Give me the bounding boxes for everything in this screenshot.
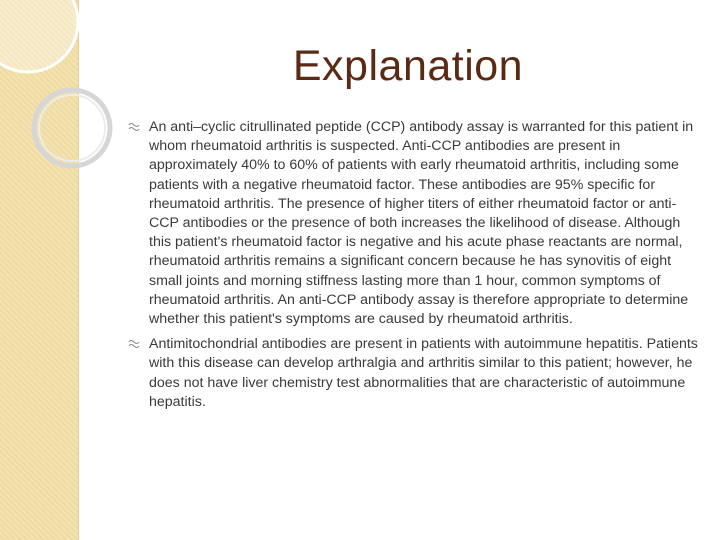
bullet-text: An anti–cyclic citrullinated peptide (CCP) antibody assay is warranted for this patient in whom rheumatoid arthritis is suspected. Anti-CCP antibodies are present in approximately 40% to 60% of patients with early rheumatoid arthritis, including some patients with a negative rheumatoid factor. These antibodies are 95% specific for rheumatoid arthritis. The presence of higher titers of either rheumatoid factor or anti-CCP antibodies or the presence of both increases the likelihood of disease. Although this patient's rheumatoid factor is negative and his acute phase reactants are normal, rheumatoid arthritis remains a significant concern because he has synovitis of eight small joints and morning stiffness lasting more than 1 hour, common symptoms of rheumatoid arthritis. An anti-CCP antibody assay is therefore appropriate to determine whether this patient's symptoms are caused by rheumatoid arthritis. (149, 119, 694, 328)
small-ring (34, 90, 110, 166)
decorative-rings (0, 0, 130, 200)
bullet-item (128, 335, 698, 412)
bullet-icon (128, 121, 140, 133)
bullet-list (128, 118, 698, 418)
small-ring-inner (39, 95, 105, 161)
bullet-item (128, 118, 698, 329)
bullet-text: Antimitochondrial antibodies are present in patients with autoimmune hepatitis. Patients with this disease can develop arthralgia and arthritis similar to this patient; however, he does not have liver chemistry test abnormalities that are characteristic of autoimmune hepatitis. (149, 336, 698, 410)
slide-title: Explanation (292, 42, 524, 90)
bullet-icon (128, 338, 140, 350)
